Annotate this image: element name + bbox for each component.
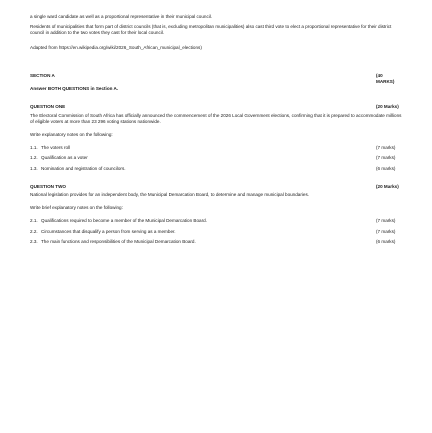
item-number: 1.3. (30, 165, 38, 171)
question-one-title: QUESTION ONE (30, 104, 66, 110)
item-text: Circumstances that disqualify a person from serving as a member. (41, 228, 176, 234)
item-marks: (6 marks) (376, 238, 396, 244)
question-two-body: National legislation provides for an independent body, the Municipal Demarcation Board, to determine and manage municipal boundaries. (30, 192, 310, 198)
item-number: 2.1. (30, 218, 38, 224)
question-one-header (30, 104, 402, 110)
item-text: The voters roll (41, 145, 71, 151)
intro-line: a single ward candidate as well as a proportional representative in their municipal council. (30, 14, 213, 19)
item-text: Qualification as a voter (41, 155, 88, 161)
question-two-instruction: Write brief explanatory notes on the following: (30, 205, 123, 211)
item-marks: (7 marks) (376, 228, 396, 234)
section-header (30, 73, 402, 85)
question-one-instruction: Write explanatory notes on the following: (30, 132, 113, 138)
item-marks: (7 marks) (376, 155, 396, 161)
item-marks: (7 marks) (376, 218, 396, 224)
question-one-marks: (20 Marks) (376, 104, 399, 110)
list-item (30, 145, 402, 151)
list-item (30, 166, 402, 172)
item-text: Qualifications required to become a member of the Municipal Demarcation Board. (41, 218, 207, 224)
item-number: 2.2. (30, 228, 38, 234)
source-citation: Adapted from https://en.wikipedia.org/wiki/2026_South_African_municipal_elections) (30, 44, 202, 50)
section-marks: (40 MARKS) (376, 72, 395, 85)
item-number: 2.3. (30, 238, 38, 244)
question-two-items (30, 218, 402, 245)
intro-paragraph: Residents of municipalities that form part of district councils (that is, excluding metropolitan municipalities) also cast third vote to elect a proportional representative for their district council in addition to the two votes they cast for their local council. (30, 24, 392, 36)
list-item (30, 218, 402, 224)
list-item (30, 239, 402, 245)
list-item (30, 229, 402, 235)
item-marks: (6 marks) (376, 165, 396, 171)
item-text: Nomination and registration of councilors. (41, 165, 126, 171)
item-marks: (7 marks) (376, 145, 396, 151)
item-number: 1.1. (30, 145, 38, 151)
list-item (30, 155, 402, 161)
question-two-marks: (20 Marks) (376, 183, 399, 189)
section-title: SECTION A (30, 72, 55, 78)
section-instruction: Answer BOTH QUESTIONS in Section A. (30, 86, 119, 92)
item-number: 1.2. (30, 155, 38, 161)
question-two-title: QUESTION TWO (30, 183, 66, 189)
question-two-header (30, 184, 402, 190)
item-text: The main functions and responsibilities of the Municipal Demarcation Board. (41, 238, 196, 244)
question-one-items (30, 145, 402, 172)
question-one-body: The Electoral Commission of South Africa has officially announced the commencement of the 2026 Local Government elections, confirming that it is prepared to accommodate millions of eligible voters at more than 23 296 voting stations nationwide. (30, 112, 402, 124)
